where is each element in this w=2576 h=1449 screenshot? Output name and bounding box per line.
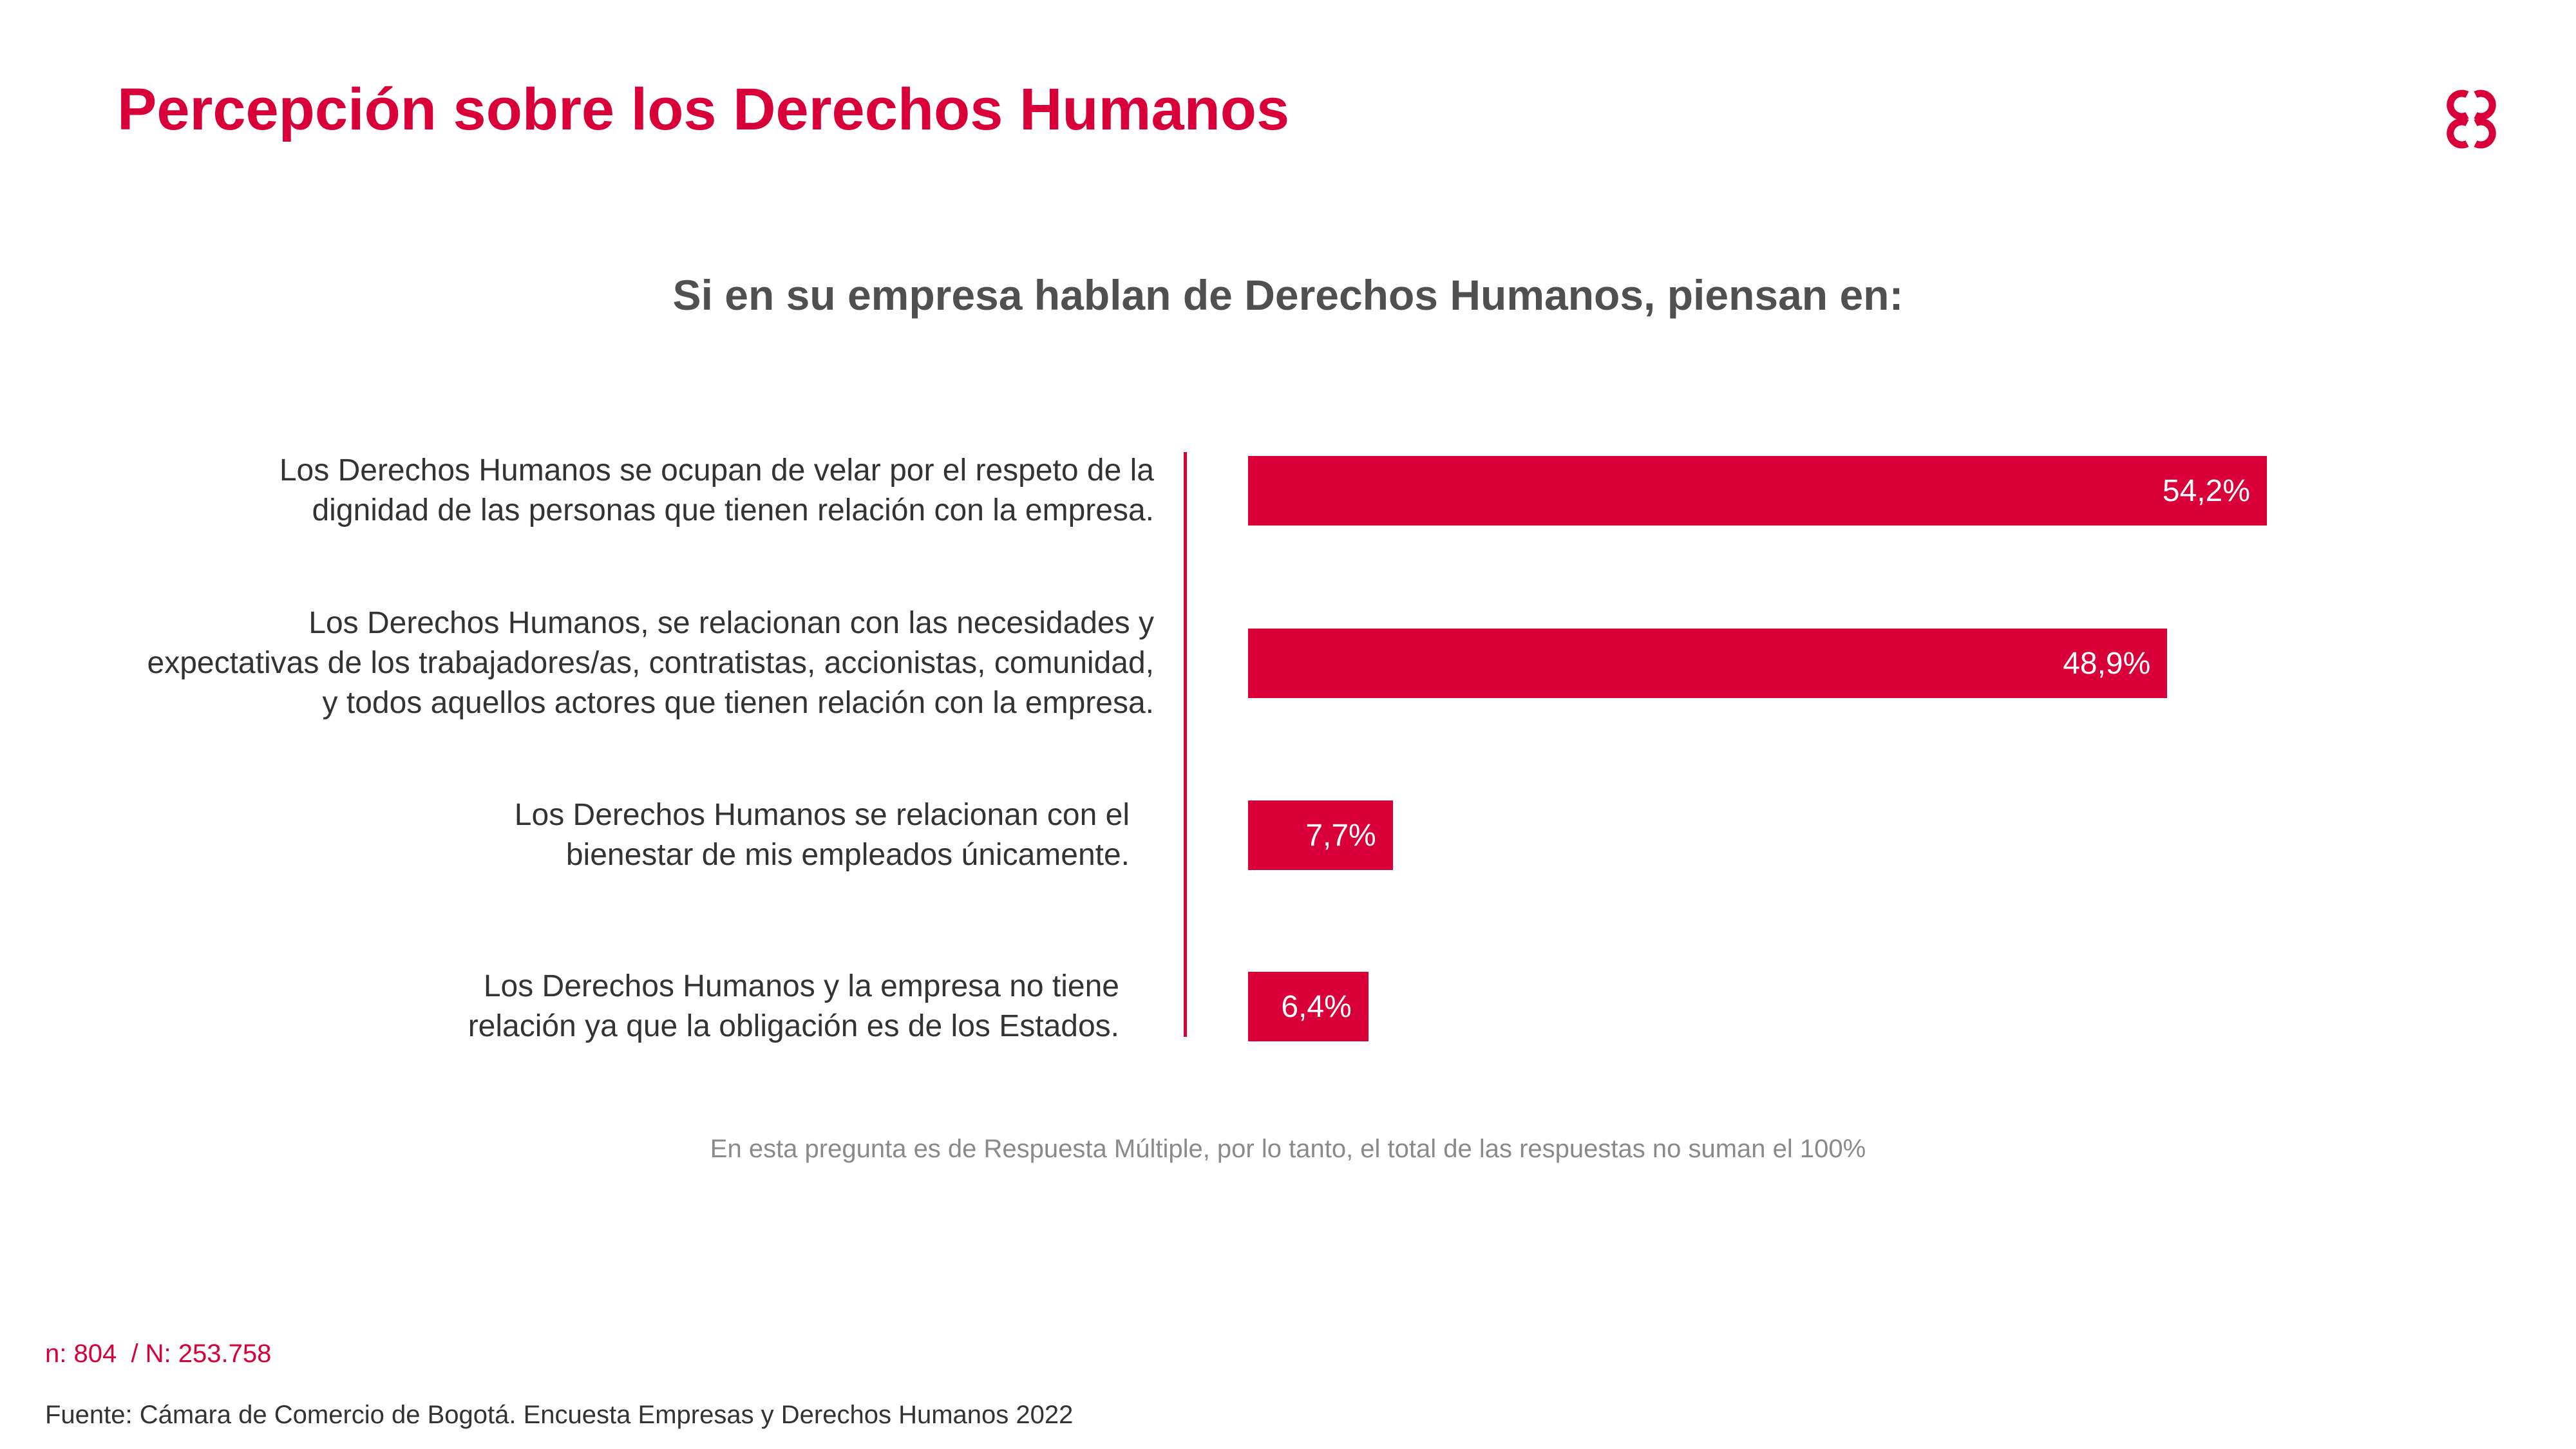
- category-label-line: relación ya que la obligación es de los Estados.: [468, 1009, 1119, 1043]
- data-label: 48,9%: [2063, 646, 2151, 681]
- category-label-line: Los Derechos Humanos y la empresa no tiene: [483, 969, 1119, 1003]
- source-note: Fuente: Cámara de Comercio de Bogotá. Encuesta Empresas y Derechos Humanos 2022: [45, 1401, 1074, 1429]
- category-label-line: Los Derechos Humanos se relacionan con el: [514, 798, 1130, 832]
- category-label-line: Los Derechos Humanos, se relacionan con las necesidades y: [308, 606, 1154, 640]
- page-title: Percepción sobre los Derechos Humanos: [117, 77, 1290, 142]
- bar: [1248, 629, 2167, 698]
- data-label: 54,2%: [2162, 473, 2250, 508]
- bar: [1248, 800, 1393, 870]
- category-label: [147, 603, 1155, 723]
- category-label: [515, 795, 1130, 875]
- sample-size: n: 804 / N: 253.758: [45, 1340, 272, 1368]
- category-label-line: dignidad de las personas que tienen relación con la empresa.: [312, 493, 1154, 527]
- category-label-line: y todos aquellos actores que tienen relación con la empresa.: [322, 686, 1154, 720]
- chart-title: Si en su empresa hablan de Derechos Humanos, piensan en:: [672, 271, 1904, 319]
- category-label: [279, 451, 1154, 531]
- data-label: 6,4%: [1281, 989, 1352, 1024]
- category-axis-line: [1184, 452, 1187, 1037]
- category-label: [468, 967, 1119, 1046]
- multiple-response-note: En esta pregunta es de Respuesta Múltiple, por lo tanto, el total de las respuestas no suman el 100%: [710, 1135, 1866, 1163]
- data-label: 7,7%: [1305, 818, 1376, 853]
- category-label-line: expectativas de los trabajadores/as, contratistas, accionistas, comunidad,: [147, 646, 1154, 680]
- category-label-line: Los Derechos Humanos se ocupan de velar por el respeto de la: [279, 453, 1154, 488]
- category-label-line: bienestar de mis empleados únicamente.: [565, 838, 1130, 872]
- ccb-logo-icon: [2438, 87, 2505, 151]
- bar: [1248, 972, 1368, 1041]
- bar: [1248, 456, 2267, 526]
